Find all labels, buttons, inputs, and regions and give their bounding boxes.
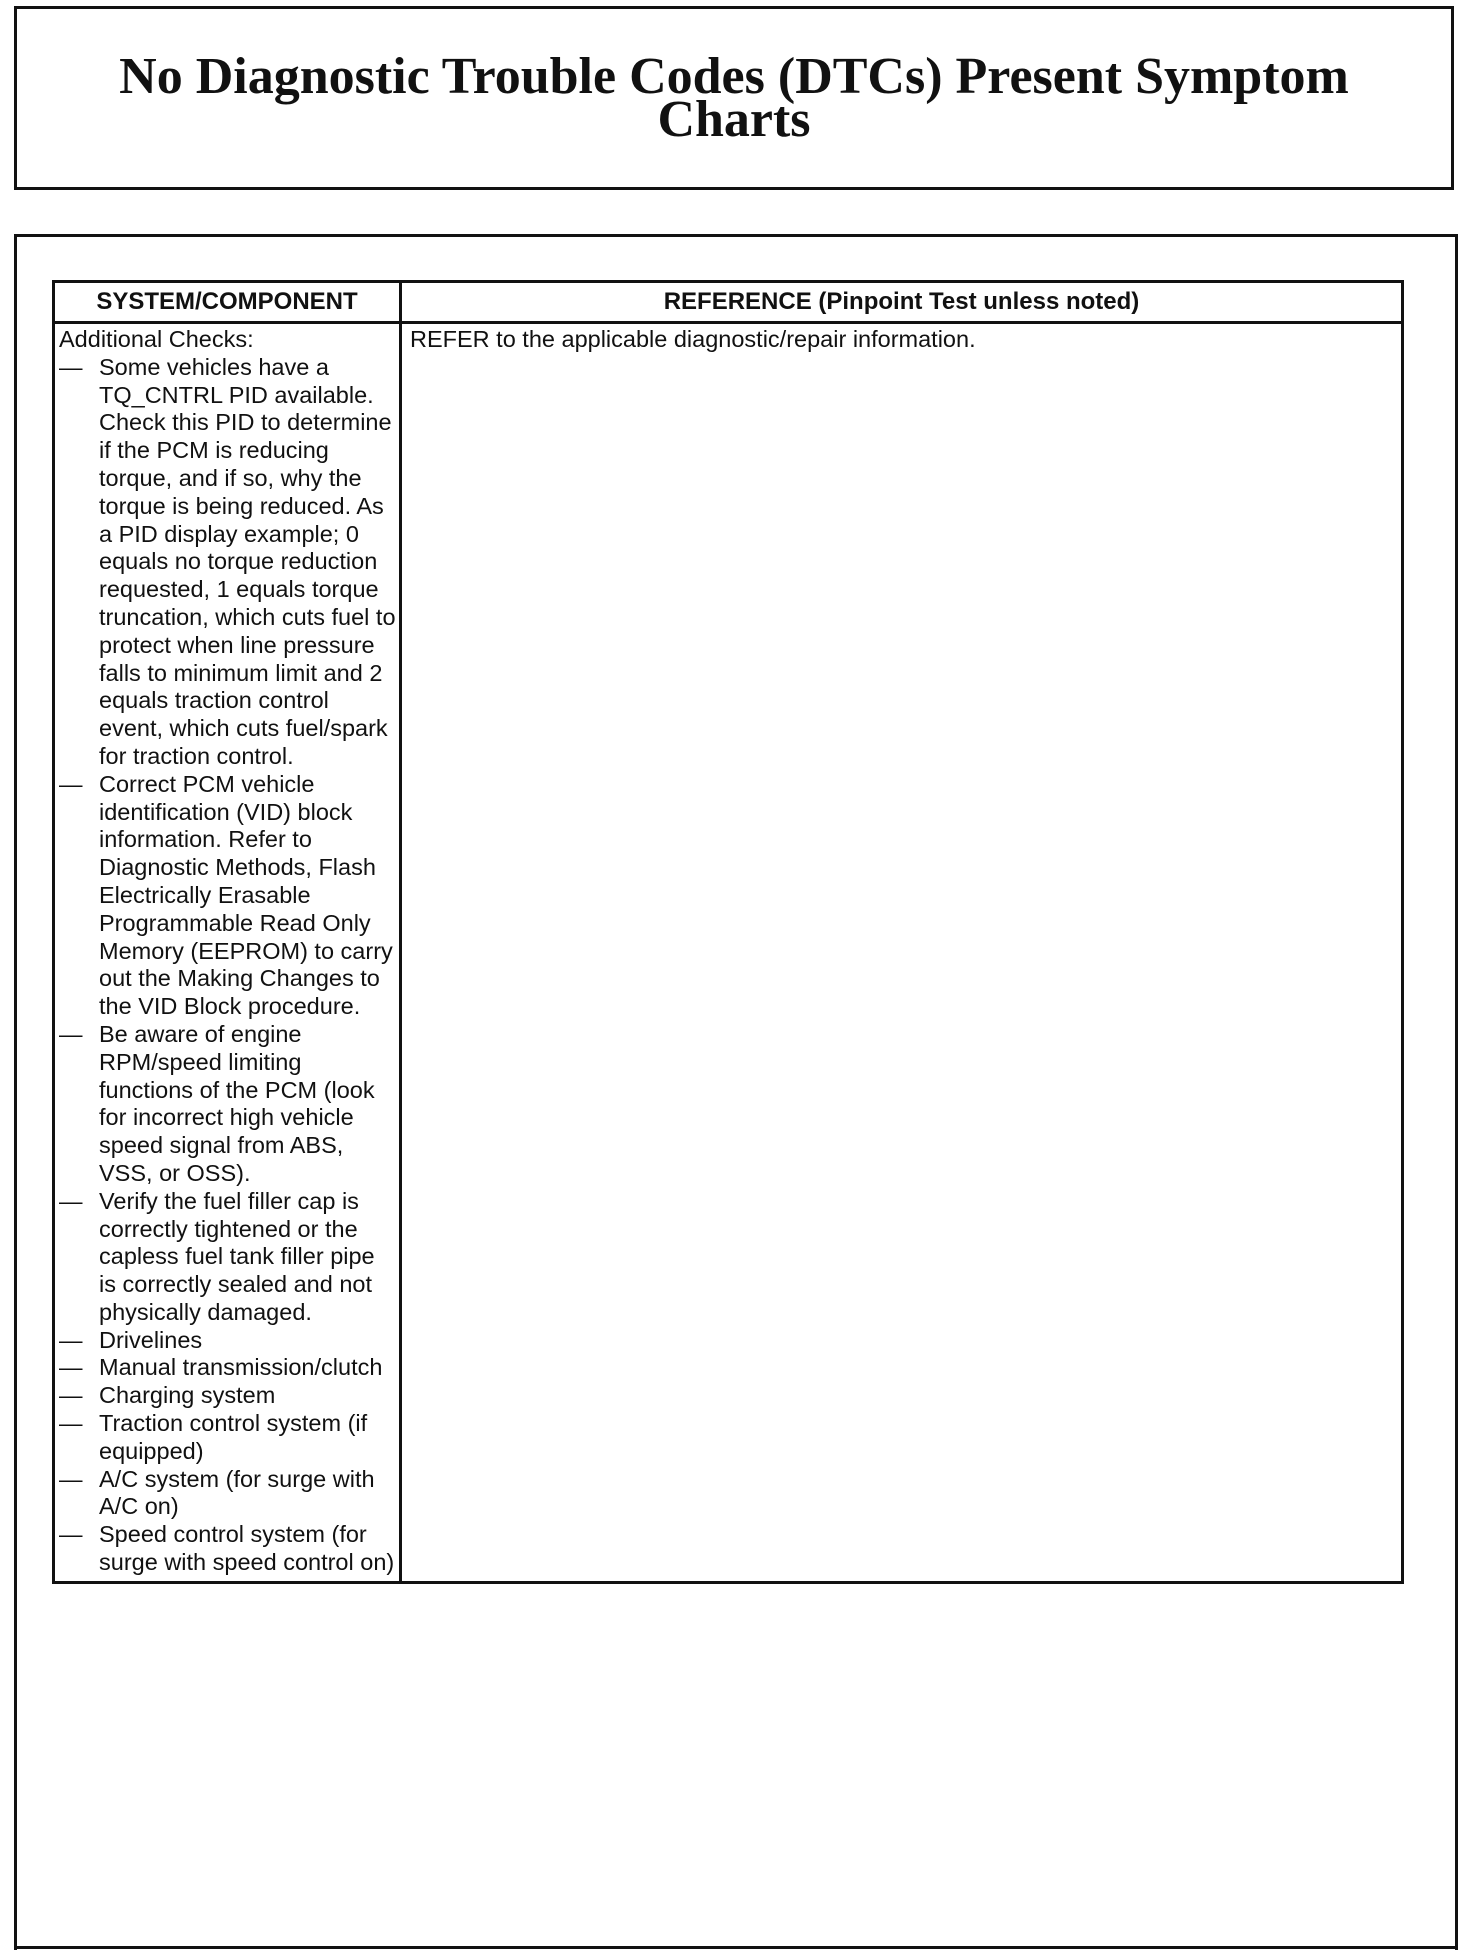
additional-checks-list xyxy=(59,354,399,1577)
additional-checks-label: Additional Checks: xyxy=(59,326,254,352)
check-item: — Traction control system (if equipped) xyxy=(59,1410,399,1466)
check-item: — Charging system xyxy=(59,1382,399,1410)
check-item: — Be aware of engine RPM/speed limiting functions of the PCM (look for incorrect high vehicle speed signal from ABS, VSS, or OSS). xyxy=(59,1021,399,1188)
check-item: — Speed control system (for surge with speed control on) xyxy=(59,1521,399,1577)
check-item: — A/C system (for surge with A/C on) xyxy=(59,1466,399,1522)
page-title: No Diagnostic Trouble Codes (DTCs) Present Symptom Charts xyxy=(119,48,1349,148)
check-item: — Verify the fuel filler cap is correctly tightened or the capless fuel tank filler pipe is correctly sealed and not physically damaged. xyxy=(59,1188,399,1327)
check-item: — Manual transmission/clutch xyxy=(59,1354,399,1382)
column-header-reference: REFERENCE (Pinpoint Test unless noted) xyxy=(401,282,1403,323)
bottom-rule xyxy=(14,1946,1458,1949)
page-title-box xyxy=(14,6,1454,190)
check-item: — Correct PCM vehicle identification (VID) block information. Refer to Diagnostic Methods, Flash Electrically Erasable Programmable Read Only Memory (EEPROM) to carry out the Making Changes to the VID Block procedure. xyxy=(59,771,399,1021)
table-row xyxy=(54,323,1403,1583)
system-component-cell xyxy=(54,323,401,1583)
column-header-system-component: SYSTEM/COMPONENT xyxy=(54,282,401,323)
check-item: — Drivelines xyxy=(59,1327,399,1355)
check-item: — Some vehicles have a TQ_CNTRL PID available. Check this PID to determine if the PCM is reducing torque, and if so, why the torque is being reduced. As a PID display example; 0 equals no torque reduction requested, 1 equals torque truncation, which cuts fuel to protect when line pressure falls to minimum limit and 2 equals traction control event, which cuts fuel/spark for traction control. xyxy=(59,354,399,771)
table-header-row xyxy=(54,282,1403,323)
reference-cell: REFER to the applicable diagnostic/repair information. xyxy=(401,323,1403,1583)
symptom-chart-table xyxy=(52,280,1404,1584)
